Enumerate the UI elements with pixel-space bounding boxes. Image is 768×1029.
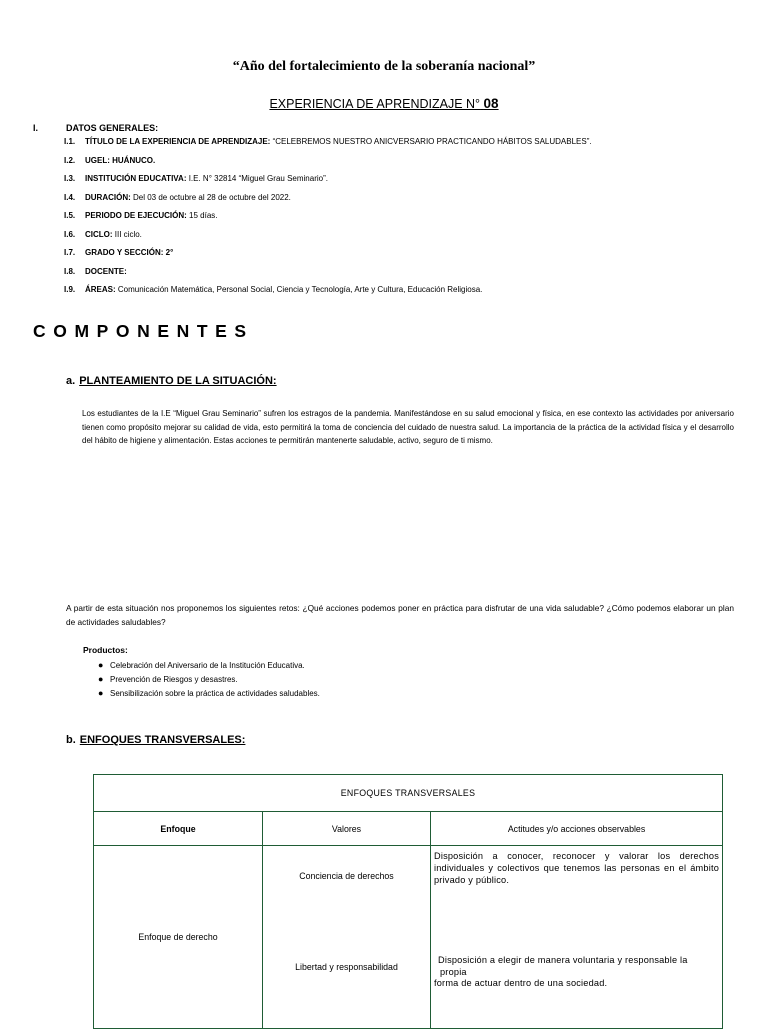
enfoque-cell: Enfoque de derecho — [94, 846, 263, 1029]
enfoques-table — [93, 774, 723, 1029]
page-title — [0, 96, 768, 111]
actitud-item: Disposición a elegir de manera voluntaria y responsable la propia forma de actuar dentro de una sociedad. — [434, 955, 688, 988]
motto: “Año del fortalecimiento de la soberanía nacional” — [232, 59, 536, 74]
planteamiento-paragraph: Los estudiantes de la I.E “Miguel Grau Seminario” sufren los estragos de la pandemia. Manifestándose en su salud emocional y física, en ese contexto las actividades por aniversario tienen como propósito mejorar su calidad de vida, esto permitirá la toma de conciencia del cuidado de nuestra salud. La importancia de la práctica de la actividad física y el desarrollo del hábito de higiene y alimentación. Estas acciones te permitirán mantenerte saludable, activo, seguro de ti mismo. — [82, 409, 734, 445]
list-item: I.5. PERIODO DE EJECUCIÓN: 15 días. — [64, 211, 218, 220]
list-item: I.1. TÍTULO DE LA EXPERIENCIA DE APRENDIZAJE: “CELEBREMOS NUESTRO ANICVERSARIO PRACTICANDO HÁBITOS SALUDABLES”. — [64, 137, 592, 146]
page-title-number: 08 — [483, 96, 499, 111]
valor-item: Libertad y responsabilidad — [295, 962, 398, 972]
page-title-text: EXPERIENCIA DE APRENDIZAJE N° — [269, 97, 481, 111]
column-header: Enfoque — [94, 812, 263, 846]
datos-generales-list — [64, 137, 592, 304]
valor-item: Conciencia de derechos — [299, 871, 394, 881]
list-item: I.9. ÁREAS: Comunicación Matemática, Personal Social, Ciencia y Tecnología, Arte y Cultura, Educación Religiosa. — [64, 285, 483, 294]
retos-paragraph: A partir de esta situación nos proponemos los siguientes retos: ¿Qué acciones podemos poner en práctica para disfrutar de una vida saludable? ¿Cómo podemos elaborar un plan de actividades saludables? — [66, 603, 734, 627]
list-item: ● Sensibilización sobre la práctica de actividades saludables. — [98, 688, 320, 698]
bullet-icon: ● — [98, 688, 104, 698]
list-item: ● Celebración del Aniversario de la Institución Educativa. — [98, 660, 305, 670]
actitud-item: Disposición a conocer, reconocer y valorar los derechos individuales y colectivos que tenemos las personas en el ámbito privado y público. — [434, 851, 720, 885]
bullet-icon: ● — [98, 660, 104, 670]
list-item: I.4. DURACIÓN: Del 03 de octubre al 28 de octubre del 2022. — [64, 192, 291, 202]
column-header: Actitudes y/o acciones observables — [431, 812, 723, 846]
enfoques-heading — [66, 734, 245, 746]
table-row — [94, 775, 723, 812]
list-item: I.3. INSTITUCIÓN EDUCATIVA: I.E. N° 32814 “Miguel Grau Seminario”. — [64, 174, 328, 183]
planteamiento-heading — [66, 375, 277, 387]
componentes-heading: COMPONENTES — [33, 321, 254, 341]
section-heading: DATOS GENERALES: — [66, 123, 159, 133]
actitudes-cell — [431, 846, 723, 1029]
list-item: ● Prevención de Riesgos y desastres. — [98, 674, 238, 684]
productos-list — [98, 658, 320, 700]
list-item: I.2. UGEL: HUÁNUCO. — [64, 155, 156, 165]
enfoques-letter: b. — [66, 734, 76, 746]
bullet-icon: ● — [98, 674, 104, 684]
productos-heading: Productos: — [83, 645, 128, 655]
section-number: I. — [33, 123, 39, 133]
column-header: Valores — [263, 812, 431, 846]
planteamiento-letter: a. — [66, 375, 76, 387]
list-item: I.7. GRADO Y SECCIÓN: 2° — [64, 248, 174, 257]
planteamiento-title: PLANTEAMIENTO DE LA SITUACIÓN: — [79, 375, 277, 387]
list-item: I.6. CICLO: III ciclo. — [64, 229, 142, 239]
table-title: ENFOQUES TRANSVERSALES — [94, 775, 723, 812]
list-item: I.8. DOCENTE: — [64, 266, 127, 276]
enfoques-title: ENFOQUES TRANSVERSALES: — [79, 734, 246, 746]
table-row — [94, 846, 723, 1029]
valores-cell — [263, 846, 431, 1029]
table-header-row — [94, 812, 723, 846]
